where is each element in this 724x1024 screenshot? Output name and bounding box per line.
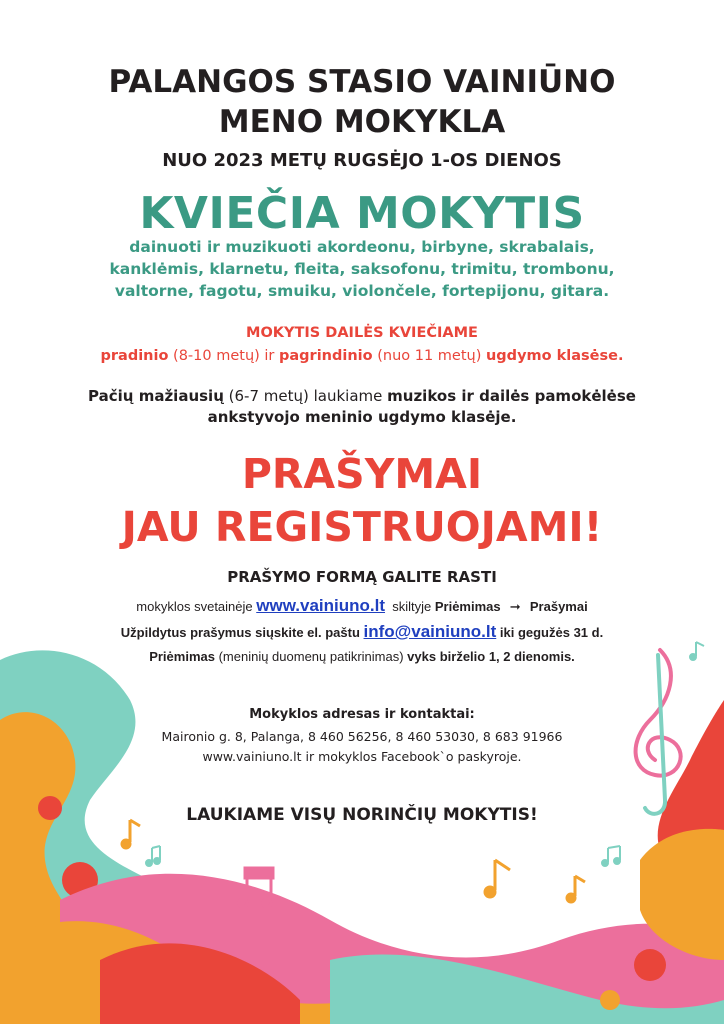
youngest-info [60,386,664,428]
youngest-part3: muzikos ir dailės pamokėlėse [387,387,636,405]
arrow-right-icon: ➞ [509,599,521,614]
section-prefix: skiltyje [385,599,435,614]
form-heading: PRAŠYMO FORMĄ GALITE RASTI [227,568,497,586]
closing-line: LAUKIAME VISŲ NORINČIŲ MOKYTIS! [186,805,538,825]
music-note-icon [146,846,160,866]
start-date-line: NUO 2023 METŲ RUGSĖJO 1-OS DIENOS [162,150,562,171]
admission-label: Priėmimas [149,649,215,664]
youngest-part4: ankstyvojo meninio ugdymo klasėje. [207,408,517,426]
site-prefix: mokyklos svetainėje [136,599,257,614]
instruments-line: valtorne, fagotu, smuiku, violončele, fortepijonu, gitara. [114,282,610,300]
send-line [0,622,724,642]
youngest-part1: Pačių mažiausių [88,387,224,405]
contacts-heading: Mokyklos adresas ir kontaktai: [249,707,475,722]
youngest-part2: (6-7 metų) laukiame [223,387,388,405]
music-note-icon [602,846,620,866]
art-basic: pagrindinio [279,348,373,364]
music-note-icon [485,860,510,897]
art-primary: pradinio [100,348,169,364]
art-classes: ugdymo klasėse. [485,348,624,364]
art-classes-line [0,348,724,364]
send-prefix: Užpildytus prašymus siųskite el. paštu [120,625,364,640]
web-line: www.vainiuno.lt ir mokyklos Facebook`o paskyroje. [202,749,522,764]
title-line-1: PALANGOS STASIO VAINIŪNO [108,64,616,100]
music-note-icon [567,876,585,902]
invite-heading: KVIEČIA MOKYTIS [139,188,585,239]
deadline: iki gegužės 31 d. [496,625,604,640]
admission-dates: vyks birželio 1, 2 dienomis. [407,649,575,664]
title-line-2: MENO MOKYKLA [218,104,506,140]
section-applications: Prašymai [529,599,588,614]
email-link[interactable]: info@vainiuno.lt [363,622,497,641]
form-location-line [0,596,724,616]
instruments-line: dainuoti ir muzikuoti akordeonu, birbyne, skrabalais, [129,238,595,256]
applications-line-2: JAU REGISTRUOJAMI! [121,503,603,551]
red-dot [634,949,666,981]
applications-line-1: PRAŠYMAI [241,450,483,498]
section-admission: Priėmimas [434,599,501,614]
admission-note: (meninių duomenų patikrinimas) [214,649,408,664]
website-link[interactable]: www.vainiuno.lt [256,596,386,615]
instruments-list [90,236,634,302]
school-title [0,62,724,142]
art-heading: MOKYTIS DAILĖS KVIEČIAME [246,325,478,341]
admission-line [0,649,724,664]
instruments-line: kanklėmis, klarnetu, fleita, saksofonu, trimitu, trombonu, [109,260,615,278]
applications-heading [0,448,724,554]
contacts-block [0,727,724,767]
address-line: Maironio g. 8, Palanga, 8 460 56256, 8 460 53030, 8 683 91966 [161,729,563,744]
art-basic-age: (nuo 11 metų) [372,348,486,364]
orange-dot [600,990,620,1010]
art-primary-age: (8-10 metų) ir [168,348,280,364]
